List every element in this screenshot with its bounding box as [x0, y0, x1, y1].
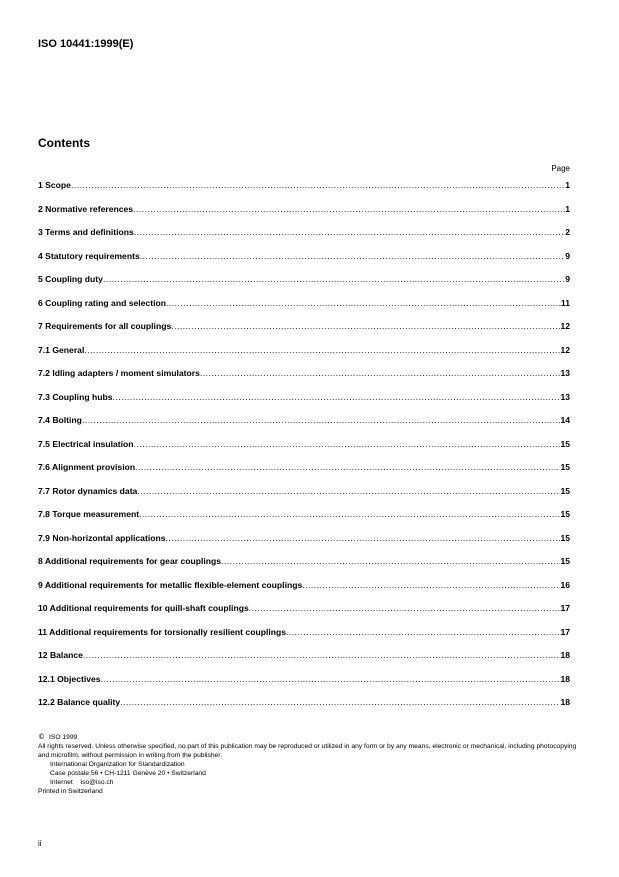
toc-dot-leader [286, 621, 560, 645]
toc-entry[interactable] [38, 644, 570, 668]
toc-entry-page: 18 [560, 650, 570, 660]
printed-in: Printed in Switzerland [38, 788, 103, 795]
toc-dot-leader [171, 315, 560, 339]
toc-entry-page: 13 [560, 391, 570, 402]
rights-statement: All rights reserved. Unless otherwise specified, no part of this publication may be reproduced or utilized in any form or by any means, electronic or mechanical, including photocopying and microfilm, without permission in writing from the publisher. [38, 743, 577, 759]
toc-entry-label: 4 Statutory requirements [38, 250, 140, 261]
toc-entry-page: 12 [560, 344, 570, 355]
toc-dot-leader [135, 456, 560, 480]
toc-entry-page: 15 [560, 556, 570, 566]
toc-entry-page: 2 [565, 227, 570, 237]
toc-dot-leader [140, 245, 565, 269]
copyright-icon: © [38, 733, 45, 741]
toc-entry-label: 12 Balance [38, 650, 83, 660]
organization-address: Case postale 56 • CH-1211 Genève 20 • Switzerland [50, 770, 206, 777]
toc-entry[interactable] [38, 315, 570, 339]
toc-dot-leader [112, 386, 560, 410]
toc-entry-label: 7.5 Electrical insulation [38, 438, 134, 449]
toc-entry-label: 5 Coupling duty [38, 274, 103, 284]
toc-entry-label: 8 Additional requirements for gear couplings [38, 556, 222, 566]
toc-entry-page: 16 [560, 579, 570, 590]
toc-entry-page: 9 [565, 250, 570, 261]
table-of-contents [38, 174, 570, 715]
internet-label: Internet [50, 779, 73, 786]
toc-entry-page: 15 [560, 509, 570, 519]
toc-entry[interactable] [38, 668, 570, 692]
toc-dot-leader [166, 292, 561, 316]
toc-entry-label: 10 Additional requirements for quill-shaft couplings [38, 603, 249, 613]
toc-dot-leader [302, 574, 560, 598]
toc-entry[interactable] [38, 245, 570, 269]
toc-entry[interactable] [38, 409, 570, 433]
toc-entry[interactable] [38, 198, 570, 222]
toc-dot-leader [101, 668, 561, 692]
toc-entry-page: 12 [560, 321, 570, 331]
toc-entry[interactable] [38, 433, 570, 457]
contents-title: Contents [38, 136, 90, 150]
toc-entry[interactable] [38, 268, 570, 292]
toc-entry-page: 18 [560, 673, 570, 684]
toc-entry[interactable] [38, 456, 570, 480]
toc-dot-leader [134, 221, 565, 245]
toc-entry-label: 7.3 Coupling hubs [38, 391, 113, 402]
toc-entry-page: 17 [560, 626, 570, 637]
toc-dot-leader [103, 268, 565, 292]
toc-entry-page: 9 [565, 274, 570, 284]
toc-entry-page: 1 [565, 203, 570, 214]
toc-entry[interactable] [38, 480, 570, 504]
toc-entry-label: 1 Scope [38, 180, 71, 190]
toc-dot-leader [221, 550, 560, 574]
toc-entry-label: 12.1 Objectives [38, 673, 101, 684]
page-number: ii [38, 839, 42, 848]
toc-entry-label: 6 Coupling rating and selection [38, 297, 166, 308]
toc-entry-label: 7.1 General [38, 344, 85, 355]
document-header: ISO 10441:1999(E) [38, 38, 134, 50]
toc-entry-page: 13 [560, 368, 570, 378]
toc-entry-label: 11 Additional requirements for torsionally resilient couplings [38, 626, 286, 637]
toc-entry[interactable] [38, 339, 570, 363]
toc-dot-leader [200, 362, 561, 386]
toc-entry-label: 9 Additional requirements for metallic flexible-element couplings [38, 579, 303, 590]
toc-entry-page: 18 [560, 697, 570, 707]
page-column-label: Page [551, 164, 570, 173]
toc-dot-leader [82, 409, 561, 433]
toc-entry[interactable] [38, 503, 570, 527]
toc-entry-label: 7.6 Alignment provision [38, 462, 136, 472]
toc-dot-leader [137, 480, 560, 504]
toc-entry-label: 7.9 Non-horizontal applications [38, 532, 166, 543]
toc-entry[interactable] [38, 292, 570, 316]
toc-entry[interactable] [38, 386, 570, 410]
toc-dot-leader [165, 527, 560, 551]
toc-entry-page: 15 [560, 485, 570, 496]
toc-entry-page: 14 [560, 415, 570, 425]
toc-entry-label: 7.8 Torque measurement [38, 509, 140, 519]
toc-entry[interactable] [38, 550, 570, 574]
toc-entry-page: 15 [560, 438, 570, 449]
toc-entry[interactable] [38, 597, 570, 621]
toc-entry[interactable] [38, 362, 570, 386]
toc-entry-label: 7.7 Rotor dynamics data [38, 485, 138, 496]
toc-entry[interactable] [38, 574, 570, 598]
toc-entry-page: 15 [560, 462, 570, 472]
toc-entry[interactable] [38, 174, 570, 198]
toc-entry[interactable] [38, 221, 570, 245]
copyright-block [38, 733, 578, 796]
toc-dot-leader [83, 644, 561, 668]
toc-entry-label: 7.4 Bolting [38, 415, 82, 425]
toc-entry[interactable] [38, 527, 570, 551]
organization-name: International Organization for Standardization [50, 761, 185, 768]
toc-entry-label: 3 Terms and definitions [38, 227, 134, 237]
toc-dot-leader [133, 198, 565, 222]
toc-entry-label: 12.2 Balance quality [38, 697, 121, 707]
toc-dot-leader [249, 597, 561, 621]
internet-email: iso@iso.ch [80, 779, 114, 786]
toc-entry-page: 1 [565, 180, 570, 190]
toc-dot-leader [84, 339, 560, 363]
toc-dot-leader [134, 433, 561, 457]
toc-dot-leader [71, 174, 565, 198]
toc-entry-page: 17 [560, 603, 570, 613]
toc-dot-leader [120, 691, 560, 715]
toc-entry-page: 11 [560, 297, 570, 308]
toc-entry-label: 7.2 Idling adapters / moment simulators [38, 368, 200, 378]
toc-entry-page: 15 [560, 532, 570, 543]
toc-entry-label: 7 Requirements for all couplings [38, 321, 172, 331]
toc-entry-label: 2 Normative references [38, 203, 134, 214]
toc-entry[interactable] [38, 691, 570, 715]
copyright-year: ISO 1999 [49, 734, 78, 741]
toc-dot-leader [139, 503, 560, 527]
toc-entry[interactable] [38, 621, 570, 645]
